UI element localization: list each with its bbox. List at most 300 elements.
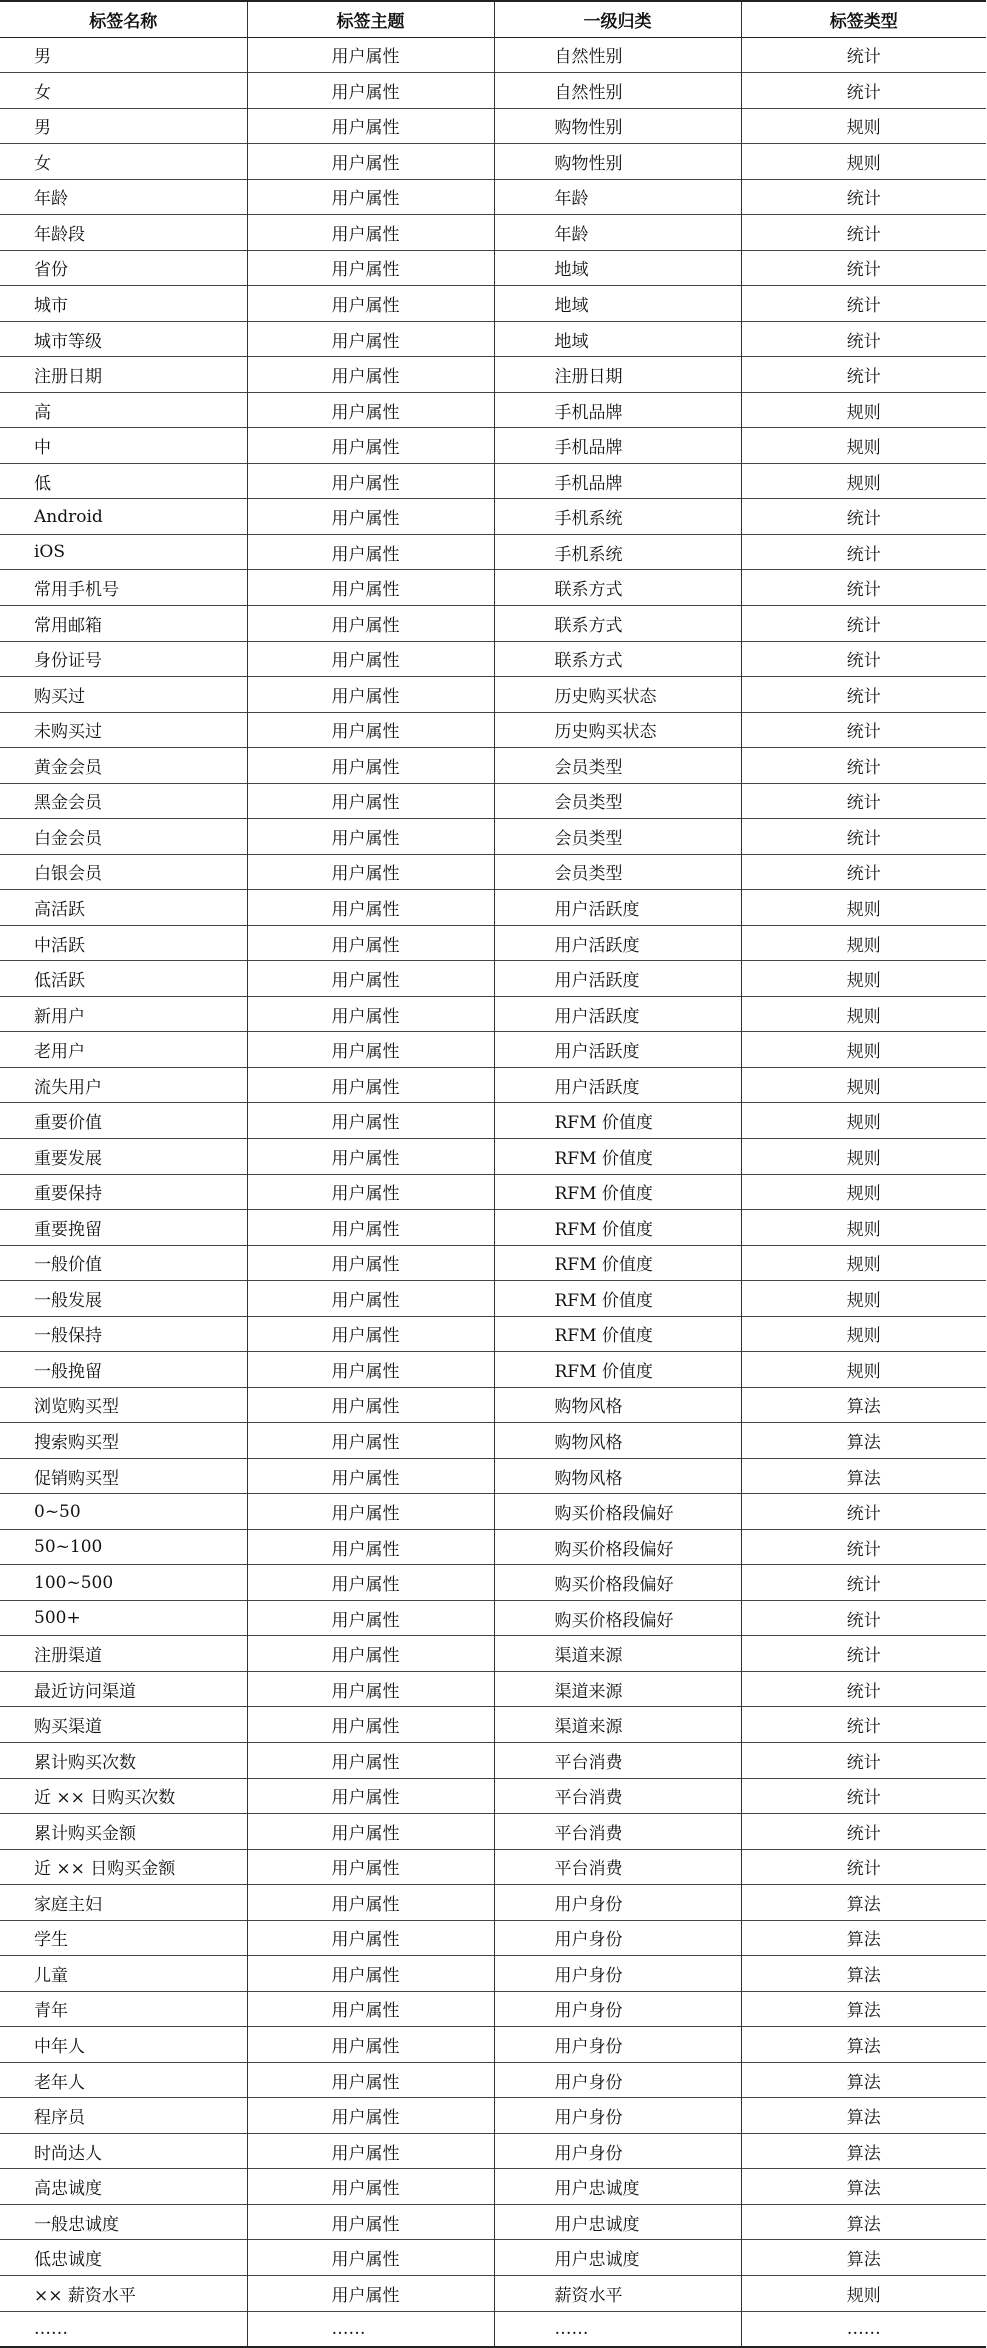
tag-name-cell: 最近访问渠道 <box>34 1681 136 1702</box>
tag-type-cell: 统计 <box>741 179 986 215</box>
table-row <box>0 1529 986 1565</box>
tag-type-cell: 规则 <box>741 961 986 997</box>
table-row <box>0 1067 986 1103</box>
tag-type-cell: 算法 <box>741 2133 986 2169</box>
table-row <box>0 499 986 535</box>
tag-type-cell: 统计 <box>741 1778 986 1814</box>
tag-name-cell: 浏览购买型 <box>34 1397 119 1418</box>
tag-theme-cell: 用户属性 <box>247 2133 494 2169</box>
tag-theme-cell: 用户属性 <box>247 73 494 109</box>
tag-type-cell: 规则 <box>741 1245 986 1281</box>
tag-theme-cell: 用户属性 <box>247 819 494 855</box>
first-category-cell: 购物性别 <box>494 108 741 144</box>
table-row <box>0 1565 986 1601</box>
first-category-cell: 用户忠诚度 <box>494 2169 741 2205</box>
tag-name-cell: 购买过 <box>34 686 85 707</box>
tag-name-cell: 近 ×× 日购买次数 <box>34 1788 176 1809</box>
first-category-cell: 用户身份 <box>494 1991 741 2027</box>
table-row <box>0 1316 986 1352</box>
table-row <box>0 2240 986 2276</box>
tag-type-cell: 规则 <box>741 2275 986 2311</box>
tag-type-cell: 统计 <box>741 1529 986 1565</box>
tag-theme-cell: 用户属性 <box>247 2169 494 2205</box>
tag-name-cell: 高 <box>34 402 51 423</box>
first-category-cell: 年龄 <box>494 179 741 215</box>
first-category-cell: 购物性别 <box>494 144 741 180</box>
table-row <box>0 854 986 890</box>
table-row <box>0 1210 986 1246</box>
tag-name-cell: 新用户 <box>34 1006 85 1027</box>
tag-theme-cell: 用户属性 <box>247 108 494 144</box>
header-tag-type: 标签类型 <box>741 1 986 37</box>
first-category-cell: 会员类型 <box>494 783 741 819</box>
first-category-cell: 平台消费 <box>494 1743 741 1779</box>
first-category-cell: 用户忠诚度 <box>494 2240 741 2276</box>
tag-type-cell: 算法 <box>741 2240 986 2276</box>
tag-type-cell: 统计 <box>741 286 986 322</box>
tag-theme-cell: 用户属性 <box>247 1245 494 1281</box>
tag-theme-cell: 用户属性 <box>247 606 494 642</box>
tag-theme-cell: 用户属性 <box>247 1920 494 1956</box>
tag-theme-cell: 用户属性 <box>247 2098 494 2134</box>
first-category-cell: 用户活跃度 <box>494 961 741 997</box>
first-category-cell: 用户身份 <box>494 1920 741 1956</box>
tag-theme-cell: 用户属性 <box>247 1671 494 1707</box>
table-row <box>0 392 986 428</box>
tag-type-cell: 规则 <box>741 925 986 961</box>
tag-name-cell: 儿童 <box>34 1965 68 1986</box>
tag-type-cell: 规则 <box>741 463 986 499</box>
tag-type-cell: 统计 <box>741 1600 986 1636</box>
tag-name-cell: 重要挽留 <box>34 1219 102 1240</box>
tag-theme-cell: 用户属性 <box>247 1032 494 1068</box>
tag-name-cell: 低活跃 <box>34 971 85 992</box>
tag-type-cell: 统计 <box>741 748 986 784</box>
tag-type-cell: 算法 <box>741 2169 986 2205</box>
first-category-cell: 用户身份 <box>494 1956 741 1992</box>
tag-theme-cell: 用户属性 <box>247 712 494 748</box>
first-category-cell: 用户活跃度 <box>494 1032 741 1068</box>
table-row <box>0 108 986 144</box>
first-category-cell: 用户活跃度 <box>494 996 741 1032</box>
tag-type-cell: 算法 <box>741 2062 986 2098</box>
tag-name-cell: 省份 <box>34 260 68 281</box>
tag-name-cell: 0~50 <box>34 1501 81 1522</box>
tag-theme-cell: 用户属性 <box>247 357 494 393</box>
tag-type-cell: 统计 <box>741 1707 986 1743</box>
table-row <box>0 1600 986 1636</box>
tag-theme-cell: 用户属性 <box>247 286 494 322</box>
first-category-cell: 渠道来源 <box>494 1707 741 1743</box>
table-row <box>0 250 986 286</box>
first-category-cell: 用户活跃度 <box>494 925 741 961</box>
tag-type-cell: 规则 <box>741 1316 986 1352</box>
tag-theme-cell: 用户属性 <box>247 2204 494 2240</box>
tag-type-cell: 规则 <box>741 144 986 180</box>
table-row <box>0 2133 986 2169</box>
tag-name-cell: 城市 <box>34 295 68 316</box>
tag-name-cell: 累计购买金额 <box>34 1823 136 1844</box>
table-row <box>0 1991 986 2027</box>
tag-type-cell: 规则 <box>741 1210 986 1246</box>
tag-type-cell: 统计 <box>741 606 986 642</box>
tag-name-cell: 身份证号 <box>34 651 102 672</box>
tag-theme-cell: 用户属性 <box>247 1778 494 1814</box>
tag-theme-cell: 用户属性 <box>247 1103 494 1139</box>
first-category-cell: 购物风格 <box>494 1387 741 1423</box>
tag-theme-cell: …… <box>247 2311 494 2347</box>
tag-type-cell: 统计 <box>741 1494 986 1530</box>
tag-theme-cell: 用户属性 <box>247 925 494 961</box>
table-row <box>0 1494 986 1530</box>
tag-theme-cell: 用户属性 <box>247 1210 494 1246</box>
table-header <box>0 1 986 37</box>
tag-name-cell: 累计购买次数 <box>34 1752 136 1773</box>
table-row <box>0 748 986 784</box>
first-category-cell: 自然性别 <box>494 73 741 109</box>
tag-name-cell: 女 <box>34 153 51 174</box>
tag-theme-cell: 用户属性 <box>247 1423 494 1459</box>
first-category-cell: RFM 价值度 <box>494 1210 741 1246</box>
tag-name-cell: 中 <box>34 438 51 459</box>
first-category-cell: 渠道来源 <box>494 1671 741 1707</box>
first-category-cell: 手机品牌 <box>494 428 741 464</box>
tag-type-cell: 规则 <box>741 890 986 926</box>
first-category-cell: 会员类型 <box>494 748 741 784</box>
tag-type-cell: 统计 <box>741 73 986 109</box>
tag-theme-cell: 用户属性 <box>247 890 494 926</box>
tag-type-cell: 规则 <box>741 428 986 464</box>
first-category-cell: 联系方式 <box>494 570 741 606</box>
first-category-cell: 购买价格段偏好 <box>494 1494 741 1530</box>
tag-theme-cell: 用户属性 <box>247 534 494 570</box>
tag-type-cell: 统计 <box>741 321 986 357</box>
first-category-cell: 平台消费 <box>494 1778 741 1814</box>
first-category-cell: 地域 <box>494 286 741 322</box>
tag-theme-cell: 用户属性 <box>247 783 494 819</box>
tag-type-cell: 统计 <box>741 215 986 251</box>
table-row <box>0 2311 986 2347</box>
table-row <box>0 1352 986 1388</box>
tag-theme-cell: 用户属性 <box>247 392 494 428</box>
tag-type-cell: 算法 <box>741 1920 986 1956</box>
tag-theme-cell: 用户属性 <box>247 1707 494 1743</box>
tag-name-cell: 黄金会员 <box>34 757 102 778</box>
tag-theme-cell: 用户属性 <box>247 428 494 464</box>
tag-name-cell: 家庭主妇 <box>34 1894 102 1915</box>
tag-name-cell: iOS <box>34 542 66 563</box>
tag-name-cell: 青年 <box>34 2001 68 2022</box>
tag-type-cell: 规则 <box>741 1103 986 1139</box>
table-row <box>0 606 986 642</box>
table-row <box>0 357 986 393</box>
tag-theme-cell: 用户属性 <box>247 1281 494 1317</box>
tag-theme-cell: 用户属性 <box>247 2027 494 2063</box>
table-body <box>0 37 986 2347</box>
table-row <box>0 428 986 464</box>
table-row <box>0 570 986 606</box>
first-category-cell: 地域 <box>494 250 741 286</box>
tag-theme-cell: 用户属性 <box>247 2275 494 2311</box>
tag-theme-cell: 用户属性 <box>247 1743 494 1779</box>
tag-type-cell: 算法 <box>741 2204 986 2240</box>
tag-theme-cell: 用户属性 <box>247 2062 494 2098</box>
tag-type-cell: 统计 <box>741 534 986 570</box>
tag-name-cell: 一般忠诚度 <box>34 2214 119 2235</box>
table-row <box>0 144 986 180</box>
first-category-cell: 联系方式 <box>494 641 741 677</box>
first-category-cell: 手机系统 <box>494 534 741 570</box>
table-row <box>0 321 986 357</box>
tag-name-cell: 中活跃 <box>34 935 85 956</box>
tag-theme-cell: 用户属性 <box>247 1458 494 1494</box>
first-category-cell: 会员类型 <box>494 819 741 855</box>
tag-name-cell: 购买渠道 <box>34 1717 102 1738</box>
first-category-cell: 会员类型 <box>494 854 741 890</box>
first-category-cell: 平台消费 <box>494 1814 741 1850</box>
tag-name-cell: …… <box>34 2318 68 2339</box>
tag-theme-cell: 用户属性 <box>247 215 494 251</box>
first-category-cell: 薪资水平 <box>494 2275 741 2311</box>
tag-type-cell: 规则 <box>741 1138 986 1174</box>
tag-name-cell: 男 <box>34 47 51 68</box>
tag-name-cell: 注册日期 <box>34 367 102 388</box>
first-category-cell: 平台消费 <box>494 1849 741 1885</box>
tag-theme-cell: 用户属性 <box>247 1636 494 1672</box>
table-row <box>0 215 986 251</box>
tag-name-cell: 一般挽留 <box>34 1361 102 1382</box>
header-first-category: 一级归类 <box>494 1 741 37</box>
tag-name-cell: 白银会员 <box>34 864 102 885</box>
tag-type-cell: 统计 <box>741 37 986 73</box>
first-category-cell: 用户身份 <box>494 2062 741 2098</box>
tag-name-cell: 流失用户 <box>34 1077 102 1098</box>
table-row <box>0 1778 986 1814</box>
tag-name-cell: 高忠诚度 <box>34 2179 102 2200</box>
table-row <box>0 783 986 819</box>
tag-type-cell: 统计 <box>741 641 986 677</box>
tag-name-cell: 女 <box>34 82 51 103</box>
tag-name-cell: 年龄 <box>34 189 68 210</box>
tag-theme-cell: 用户属性 <box>247 144 494 180</box>
first-category-cell: 手机品牌 <box>494 463 741 499</box>
tag-name-cell: 未购买过 <box>34 722 102 743</box>
tag-type-cell: 统计 <box>741 712 986 748</box>
tag-theme-cell: 用户属性 <box>247 641 494 677</box>
tag-type-cell: 算法 <box>741 1423 986 1459</box>
tag-type-cell: 规则 <box>741 1352 986 1388</box>
first-category-cell: 购物风格 <box>494 1458 741 1494</box>
tag-theme-cell: 用户属性 <box>247 1991 494 2027</box>
tag-type-cell: 规则 <box>741 1174 986 1210</box>
table-row <box>0 1281 986 1317</box>
table-row <box>0 641 986 677</box>
first-category-cell: 自然性别 <box>494 37 741 73</box>
tag-name-cell: 一般发展 <box>34 1290 102 1311</box>
header-tag-theme: 标签主题 <box>247 1 494 37</box>
tag-name-cell: ×× 薪资水平 <box>34 2285 136 2306</box>
tag-type-cell: 算法 <box>741 1387 986 1423</box>
tag-theme-cell: 用户属性 <box>247 1814 494 1850</box>
table-row <box>0 677 986 713</box>
first-category-cell: RFM 价值度 <box>494 1245 741 1281</box>
tag-type-cell: 统计 <box>741 677 986 713</box>
table-row <box>0 286 986 322</box>
tag-name-cell: 城市等级 <box>34 331 102 352</box>
table-row <box>0 819 986 855</box>
tag-type-cell: 规则 <box>741 108 986 144</box>
tag-type-cell: 统计 <box>741 1849 986 1885</box>
tag-type-cell: 统计 <box>741 499 986 535</box>
table-row <box>0 2098 986 2134</box>
tag-name-cell: 白金会员 <box>34 828 102 849</box>
first-category-cell: 历史购买状态 <box>494 712 741 748</box>
table-row <box>0 961 986 997</box>
tag-type-cell: 规则 <box>741 1032 986 1068</box>
tag-type-cell: 统计 <box>741 854 986 890</box>
tag-type-cell: 规则 <box>741 1067 986 1103</box>
tag-theme-cell: 用户属性 <box>247 1849 494 1885</box>
tag-theme-cell: 用户属性 <box>247 1565 494 1601</box>
tag-theme-cell: 用户属性 <box>247 499 494 535</box>
first-category-cell: 手机品牌 <box>494 392 741 428</box>
tag-theme-cell: 用户属性 <box>247 996 494 1032</box>
table-row <box>0 996 986 1032</box>
first-category-cell: 手机系统 <box>494 499 741 535</box>
tag-name-cell: 50~100 <box>34 1537 103 1558</box>
tag-name-cell: Android <box>34 506 103 527</box>
first-category-cell: RFM 价值度 <box>494 1281 741 1317</box>
tag-name-cell: 老年人 <box>34 2072 85 2093</box>
tag-theme-cell: 用户属性 <box>247 1174 494 1210</box>
first-category-cell: 用户身份 <box>494 2027 741 2063</box>
table-row <box>0 73 986 109</box>
tag-type-cell: 统计 <box>741 1565 986 1601</box>
first-category-cell: RFM 价值度 <box>494 1352 741 1388</box>
tag-theme-cell: 用户属性 <box>247 1494 494 1530</box>
tag-name-cell: 程序员 <box>34 2108 85 2129</box>
table-row <box>0 2062 986 2098</box>
tag-name-cell: 常用手机号 <box>34 580 119 601</box>
table-row <box>0 37 986 73</box>
tag-theme-cell: 用户属性 <box>247 961 494 997</box>
tag-name-cell: 注册渠道 <box>34 1646 102 1667</box>
tag-type-cell: …… <box>741 2311 986 2347</box>
first-category-cell: RFM 价值度 <box>494 1138 741 1174</box>
table-row <box>0 1174 986 1210</box>
first-category-cell: 用户身份 <box>494 2098 741 2134</box>
tag-name-cell: 黑金会员 <box>34 793 102 814</box>
tag-theme-cell: 用户属性 <box>247 179 494 215</box>
tag-type-cell: 统计 <box>741 1671 986 1707</box>
first-category-cell: 用户忠诚度 <box>494 2204 741 2240</box>
first-category-cell: 用户活跃度 <box>494 890 741 926</box>
tag-theme-cell: 用户属性 <box>247 37 494 73</box>
first-category-cell: 年龄 <box>494 215 741 251</box>
tag-type-cell: 统计 <box>741 1814 986 1850</box>
tag-name-cell: 学生 <box>34 1930 68 1951</box>
table-row <box>0 2169 986 2205</box>
tag-name-cell: 中年人 <box>34 2037 85 2058</box>
tag-name-cell: 重要价值 <box>34 1113 102 1134</box>
tag-theme-cell: 用户属性 <box>247 1387 494 1423</box>
table-row <box>0 1138 986 1174</box>
tag-name-cell: 男 <box>34 118 51 139</box>
first-category-cell: 历史购买状态 <box>494 677 741 713</box>
table-row <box>0 712 986 748</box>
tag-name-cell: 低忠诚度 <box>34 2250 102 2271</box>
table-row <box>0 1458 986 1494</box>
table-row <box>0 179 986 215</box>
first-category-cell: 用户身份 <box>494 2133 741 2169</box>
table-row <box>0 1814 986 1850</box>
first-category-cell: RFM 价值度 <box>494 1316 741 1352</box>
table-row <box>0 534 986 570</box>
tag-theme-cell: 用户属性 <box>247 463 494 499</box>
tag-name-cell: 低 <box>34 473 51 494</box>
tag-type-cell: 统计 <box>741 1743 986 1779</box>
first-category-cell: 渠道来源 <box>494 1636 741 1672</box>
tag-theme-cell: 用户属性 <box>247 570 494 606</box>
tag-theme-cell: 用户属性 <box>247 1529 494 1565</box>
tag-type-cell: 统计 <box>741 250 986 286</box>
tag-type-cell: 算法 <box>741 1956 986 1992</box>
tag-theme-cell: 用户属性 <box>247 2240 494 2276</box>
table-row <box>0 1849 986 1885</box>
first-category-cell: RFM 价值度 <box>494 1174 741 1210</box>
tag-name-cell: 促销购买型 <box>34 1468 119 1489</box>
table-row <box>0 1671 986 1707</box>
table-row <box>0 2275 986 2311</box>
first-category-cell: 用户身份 <box>494 1885 741 1921</box>
table-row <box>0 1423 986 1459</box>
tag-type-cell: 统计 <box>741 783 986 819</box>
tag-type-cell: 统计 <box>741 357 986 393</box>
tag-name-cell: 近 ×× 日购买金额 <box>34 1859 176 1880</box>
table-row <box>0 1032 986 1068</box>
first-category-cell: 购买价格段偏好 <box>494 1600 741 1636</box>
tag-theme-cell: 用户属性 <box>247 1067 494 1103</box>
table-row <box>0 1920 986 1956</box>
tag-name-cell: 年龄段 <box>34 224 85 245</box>
table-row <box>0 890 986 926</box>
tag-name-cell: 重要保持 <box>34 1184 102 1205</box>
tag-name-cell: 500+ <box>34 1608 81 1629</box>
tag-theme-cell: 用户属性 <box>247 1316 494 1352</box>
tag-type-cell: 统计 <box>741 570 986 606</box>
table-row <box>0 463 986 499</box>
table-row <box>0 1743 986 1779</box>
table-row <box>0 2027 986 2063</box>
table-row <box>0 1387 986 1423</box>
header-tag-name: 标签名称 <box>89 11 158 32</box>
tag-type-cell: 规则 <box>741 996 986 1032</box>
tag-name-cell: 一般价值 <box>34 1255 102 1276</box>
tag-type-cell: 算法 <box>741 1885 986 1921</box>
first-category-cell: 注册日期 <box>494 357 741 393</box>
first-category-cell: 用户活跃度 <box>494 1067 741 1103</box>
tag-theme-cell: 用户属性 <box>247 250 494 286</box>
first-category-cell: RFM 价值度 <box>494 1103 741 1139</box>
tag-type-cell: 算法 <box>741 1991 986 2027</box>
tag-name-cell: 常用邮箱 <box>34 615 102 636</box>
tag-type-cell: 规则 <box>741 392 986 428</box>
tag-theme-cell: 用户属性 <box>247 677 494 713</box>
tag-type-cell: 算法 <box>741 1458 986 1494</box>
tag-name-cell: 老用户 <box>34 1042 85 1063</box>
first-category-cell: 购物风格 <box>494 1423 741 1459</box>
first-category-cell: …… <box>494 2311 741 2347</box>
